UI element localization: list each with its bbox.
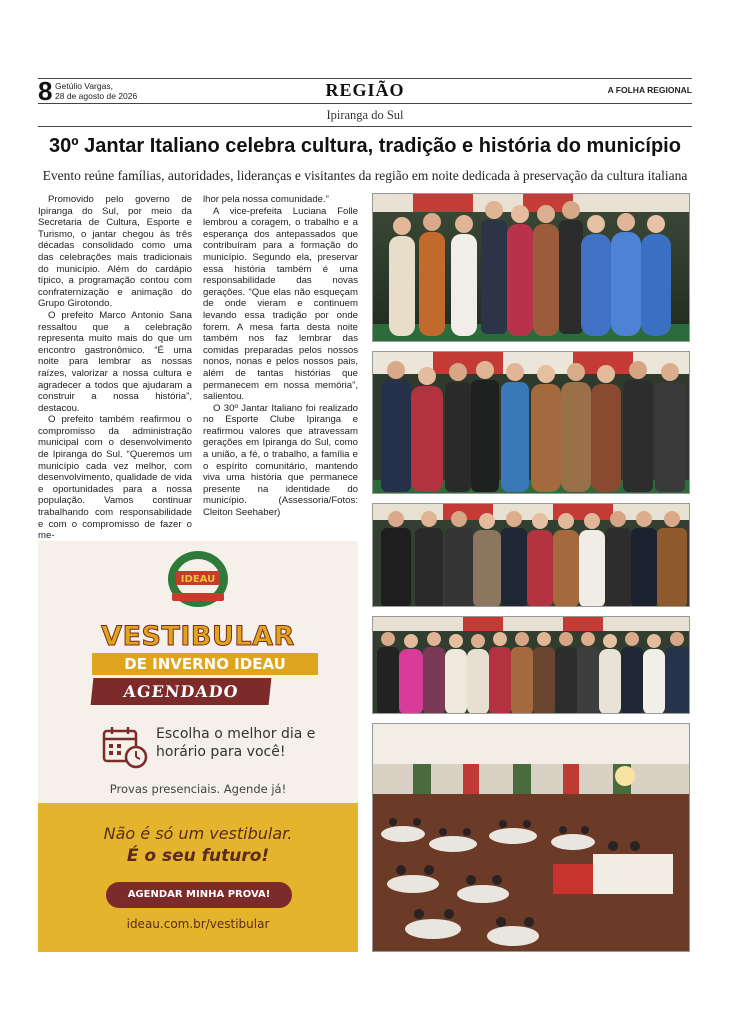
ad-logo-text: IDEAU bbox=[180, 574, 216, 585]
calendar-clock-icon bbox=[102, 725, 148, 769]
schedule-exam-button[interactable]: AGENDAR MINHA PROVA! bbox=[106, 882, 292, 908]
article-subhead: Evento reúne famílias, autoridades, lideranças e visitantes da região em noite dedicada à preservação da cultura italiana bbox=[42, 168, 688, 183]
ideau-logo-icon bbox=[162, 547, 234, 611]
article-column-1 bbox=[38, 194, 192, 542]
ad-subtitle: DE INVERNO IDEAU bbox=[92, 653, 318, 675]
header-rule bbox=[38, 126, 692, 127]
article-column-2 bbox=[203, 194, 358, 519]
section-title: REGIÃO bbox=[325, 80, 405, 100]
photo-image bbox=[373, 617, 690, 714]
ad-url[interactable]: ideau.com.br/vestibular bbox=[126, 917, 270, 931]
dateline-city: Getúlio Vargas, bbox=[55, 81, 113, 91]
paragraph: O 30º Jantar Italiano foi realizado no Esporte Clube Ipiranga e reafirmou valores que atravessam gerações em Ipiranga do Sul, como a união, a fé, o trabalho, a família e o espírito comunitário, mantendo viva uma história que permanece presente na identidade do município. (Assessoria/Fotos: Cleiton Seehaber) bbox=[203, 402, 358, 519]
paragraph: O prefeito Marco Antonio Sana ressaltou que a celebração representa muito mais do que um encontro gastronômico. “É uma noite para lembrar as nossas raízes, valorizar a nossa cultura e agradecer a todos que ajudaram a construir a nossa história”, destacou. bbox=[38, 309, 192, 414]
newspaper-name: A FOLHA REGIONAL bbox=[607, 85, 692, 95]
dateline-date: 28 de agosto de 2026 bbox=[55, 91, 138, 101]
paragraph: A vice-prefeita Luciana Folle lembrou a coragem, o trabalho e a esperança dos antepassados que contribuíram para a formação do município. Segundo ela, preservar essa história também é uma responsabilidade das novas gerações. “Que elas não esqueçam de onde vieram e continuem levando essa tradição por onde forem. A mesa farta desta noite também nos faz lembrar das comidas preparadas pelos nossos nonos, nonas e pelos nossos pais, além de tantas histórias que permanecem em nossa memória”, salientou. bbox=[203, 205, 358, 403]
masthead bbox=[38, 78, 692, 104]
advertisement bbox=[38, 541, 358, 952]
photo-image bbox=[373, 194, 690, 342]
photo-group-large bbox=[372, 616, 690, 714]
paragraph: lhor pela nossa comunidade.” bbox=[203, 194, 329, 205]
page-number: 8 bbox=[38, 76, 53, 106]
ad-tagline-2: É o seu futuro! bbox=[126, 846, 270, 866]
ad-provas-text: Provas presenciais. Agende já! bbox=[109, 782, 287, 796]
paragraph: Promovido pelo governo de Ipiranga do Sul, por meio da Secretaria de Cultura, Esporte e Turismo, o jantar chegou às três décadas consolidado como uma das celebrações mais tradicionais do município. Além do cardápio típico, a programação contou com confraternização e animação do Grupo Girotondo. bbox=[38, 194, 192, 310]
ad-tagline-1: Não é só um vestibular. bbox=[103, 824, 293, 843]
photo-image bbox=[373, 504, 690, 607]
photo-image bbox=[373, 352, 690, 494]
ad-choose-text: Escolha o melhor dia e horário para você! bbox=[156, 726, 316, 760]
photo-group-authorities bbox=[372, 351, 690, 494]
ad-title: VESTIBULAR bbox=[101, 621, 295, 652]
paragraph: O prefeito também reafirmou o compromisso da administração municipal com o desenvolvimento de Ipiranga do Sul. “Queremos um município cada vez melhor, com desenvolvimento, qualidade de vida e oportunidades para a nossa população. Vamos continuar trabalhando com responsabilidade e com o compromisso de fazer o me- bbox=[38, 414, 192, 542]
photo-image bbox=[373, 724, 690, 952]
photo-event-hall bbox=[372, 723, 690, 952]
photo-group-guests bbox=[372, 503, 690, 607]
article-headline: 30º Jantar Italiano celebra cultura, tradição e história do município bbox=[49, 135, 681, 157]
photo-group-royalty bbox=[372, 193, 690, 342]
city-label: Ipiranga do Sul bbox=[326, 108, 404, 122]
ad-badge: AGENDADO bbox=[91, 678, 272, 705]
